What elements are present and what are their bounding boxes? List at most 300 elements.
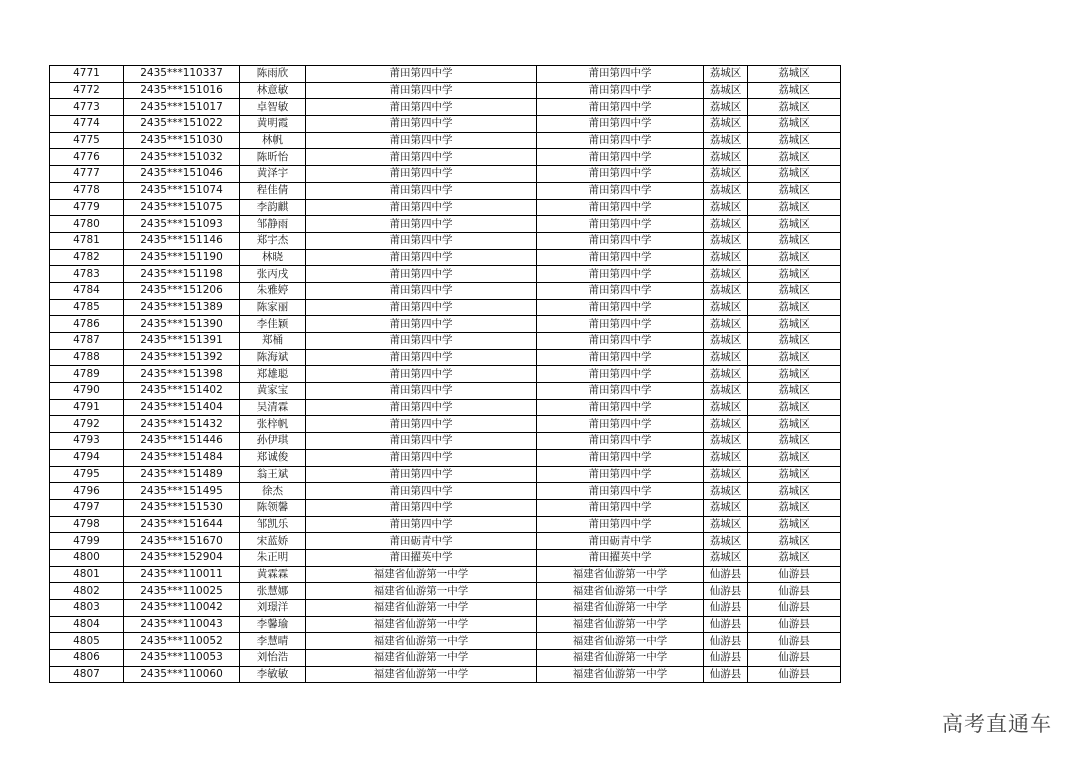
school-cell: 莆田砺青中学 [306, 533, 537, 550]
registered-school-cell: 福建省仙游第一中学 [537, 566, 704, 583]
exam-id-cell: 2435***151495 [124, 483, 240, 500]
registered-school-cell: 莆田砺青中学 [537, 533, 704, 550]
serial-number-cell: 4805 [50, 633, 124, 650]
registered-school-cell: 莆田第四中学 [537, 483, 704, 500]
exam-id-cell: 2435***110025 [124, 583, 240, 600]
student-name-cell: 朱正明 [240, 549, 306, 566]
district-cell: 荔城区 [704, 282, 748, 299]
student-name-cell: 吴清霖 [240, 399, 306, 416]
exam-id-cell: 2435***152904 [124, 549, 240, 566]
school-cell: 莆田第四中学 [306, 216, 537, 233]
district-cell: 荔城区 [704, 66, 748, 83]
district-cell: 荔城区 [704, 182, 748, 199]
registered-school-cell: 莆田第四中学 [537, 366, 704, 383]
registered-school-cell: 莆田第四中学 [537, 82, 704, 99]
school-cell: 莆田第四中学 [306, 99, 537, 116]
table-row [50, 333, 841, 350]
district-cell: 仙游县 [704, 650, 748, 667]
exam-id-cell: 2435***110042 [124, 600, 240, 617]
serial-number-cell: 4788 [50, 349, 124, 366]
student-name-cell: 郑诚俊 [240, 449, 306, 466]
region-cell: 荔城区 [748, 266, 841, 283]
registered-school-cell: 莆田第四中学 [537, 449, 704, 466]
exam-id-cell: 2435***151190 [124, 249, 240, 266]
school-cell: 莆田第四中学 [306, 516, 537, 533]
region-cell: 仙游县 [748, 650, 841, 667]
table-row [50, 566, 841, 583]
table-row [50, 149, 841, 166]
student-name-cell: 邹静雨 [240, 216, 306, 233]
student-name-cell: 张慧娜 [240, 583, 306, 600]
exam-id-cell: 2435***151146 [124, 232, 240, 249]
school-cell: 福建省仙游第一中学 [306, 583, 537, 600]
exam-id-cell: 2435***151206 [124, 282, 240, 299]
region-cell: 荔城区 [748, 316, 841, 333]
school-cell: 福建省仙游第一中学 [306, 600, 537, 617]
registered-school-cell: 莆田第四中学 [537, 199, 704, 216]
student-name-cell: 黄家宝 [240, 383, 306, 400]
exam-id-cell: 2435***151392 [124, 349, 240, 366]
exam-id-cell: 2435***151093 [124, 216, 240, 233]
table-row [50, 232, 841, 249]
document-sheet [49, 65, 841, 683]
school-cell: 莆田第四中学 [306, 299, 537, 316]
school-cell: 莆田第四中学 [306, 249, 537, 266]
serial-number-cell: 4787 [50, 333, 124, 350]
serial-number-cell: 4776 [50, 149, 124, 166]
serial-number-cell: 4773 [50, 99, 124, 116]
student-name-cell: 翁王斌 [240, 466, 306, 483]
registered-school-cell: 福建省仙游第一中学 [537, 583, 704, 600]
registered-school-cell: 莆田第四中学 [537, 266, 704, 283]
region-cell: 荔城区 [748, 433, 841, 450]
region-cell: 荔城区 [748, 483, 841, 500]
district-cell: 荔城区 [704, 232, 748, 249]
serial-number-cell: 4778 [50, 182, 124, 199]
table-row [50, 249, 841, 266]
region-cell: 仙游县 [748, 566, 841, 583]
region-cell: 荔城区 [748, 516, 841, 533]
registered-school-cell: 莆田第四中学 [537, 516, 704, 533]
district-cell: 荔城区 [704, 216, 748, 233]
table-row [50, 216, 841, 233]
exam-id-cell: 2435***151198 [124, 266, 240, 283]
serial-number-cell: 4803 [50, 600, 124, 617]
table-row [50, 399, 841, 416]
school-cell: 福建省仙游第一中学 [306, 633, 537, 650]
exam-id-cell: 2435***151402 [124, 383, 240, 400]
region-cell: 荔城区 [748, 349, 841, 366]
exam-id-cell: 2435***151489 [124, 466, 240, 483]
region-cell: 荔城区 [748, 166, 841, 183]
region-cell: 荔城区 [748, 299, 841, 316]
serial-number-cell: 4801 [50, 566, 124, 583]
registered-school-cell: 莆田第四中学 [537, 166, 704, 183]
exam-id-cell: 2435***151389 [124, 299, 240, 316]
school-cell: 莆田第四中学 [306, 349, 537, 366]
serial-number-cell: 4802 [50, 583, 124, 600]
school-cell: 莆田第四中学 [306, 132, 537, 149]
region-cell: 荔城区 [748, 66, 841, 83]
region-cell: 仙游县 [748, 600, 841, 617]
exam-id-cell: 2435***151022 [124, 116, 240, 133]
student-name-cell: 刘怡浩 [240, 650, 306, 667]
student-name-cell: 陈领馨 [240, 499, 306, 516]
student-name-cell: 林意敏 [240, 82, 306, 99]
school-cell: 福建省仙游第一中学 [306, 666, 537, 683]
school-cell: 莆田第四中学 [306, 483, 537, 500]
district-cell: 荔城区 [704, 99, 748, 116]
district-cell: 荔城区 [704, 499, 748, 516]
region-cell: 荔城区 [748, 199, 841, 216]
student-name-cell: 邹凯乐 [240, 516, 306, 533]
region-cell: 仙游县 [748, 633, 841, 650]
school-cell: 莆田第四中学 [306, 199, 537, 216]
registered-school-cell: 莆田第四中学 [537, 116, 704, 133]
exam-id-cell: 2435***151644 [124, 516, 240, 533]
table-row [50, 666, 841, 683]
district-cell: 荔城区 [704, 383, 748, 400]
registered-school-cell: 莆田第四中学 [537, 182, 704, 199]
serial-number-cell: 4793 [50, 433, 124, 450]
registered-school-cell: 莆田擢英中学 [537, 549, 704, 566]
student-name-cell: 李佳颖 [240, 316, 306, 333]
region-cell: 荔城区 [748, 99, 841, 116]
exam-id-cell: 2435***151030 [124, 132, 240, 149]
district-cell: 荔城区 [704, 533, 748, 550]
student-name-cell: 李韵麒 [240, 199, 306, 216]
exam-id-cell: 2435***151046 [124, 166, 240, 183]
exam-id-cell: 2435***110052 [124, 633, 240, 650]
table-row [50, 466, 841, 483]
student-name-cell: 张梓帆 [240, 416, 306, 433]
serial-number-cell: 4784 [50, 282, 124, 299]
district-cell: 荔城区 [704, 433, 748, 450]
serial-number-cell: 4772 [50, 82, 124, 99]
registered-school-cell: 莆田第四中学 [537, 249, 704, 266]
school-cell: 莆田第四中学 [306, 399, 537, 416]
serial-number-cell: 4789 [50, 366, 124, 383]
region-cell: 荔城区 [748, 499, 841, 516]
serial-number-cell: 4794 [50, 449, 124, 466]
table-row [50, 299, 841, 316]
school-cell: 福建省仙游第一中学 [306, 566, 537, 583]
table-row [50, 282, 841, 299]
district-cell: 荔城区 [704, 116, 748, 133]
exam-id-cell: 2435***151017 [124, 99, 240, 116]
table-row [50, 349, 841, 366]
table-row [50, 82, 841, 99]
district-cell: 仙游县 [704, 600, 748, 617]
student-name-cell: 刘璟洋 [240, 600, 306, 617]
registered-school-cell: 福建省仙游第一中学 [537, 633, 704, 650]
region-cell: 荔城区 [748, 232, 841, 249]
region-cell: 荔城区 [748, 533, 841, 550]
school-cell: 莆田第四中学 [306, 383, 537, 400]
school-cell: 莆田第四中学 [306, 449, 537, 466]
table-row [50, 583, 841, 600]
district-cell: 荔城区 [704, 149, 748, 166]
district-cell: 荔城区 [704, 316, 748, 333]
region-cell: 仙游县 [748, 616, 841, 633]
registered-school-cell: 莆田第四中学 [537, 282, 704, 299]
exam-id-cell: 2435***110011 [124, 566, 240, 583]
table-row [50, 416, 841, 433]
region-cell: 荔城区 [748, 249, 841, 266]
district-cell: 荔城区 [704, 299, 748, 316]
student-name-cell: 郑桶 [240, 333, 306, 350]
district-cell: 荔城区 [704, 366, 748, 383]
school-cell: 莆田擢英中学 [306, 549, 537, 566]
registered-school-cell: 莆田第四中学 [537, 216, 704, 233]
table-row [50, 99, 841, 116]
student-name-cell: 郑宇杰 [240, 232, 306, 249]
student-name-cell: 林帆 [240, 132, 306, 149]
school-cell: 莆田第四中学 [306, 166, 537, 183]
serial-number-cell: 4791 [50, 399, 124, 416]
registered-school-cell: 莆田第四中学 [537, 149, 704, 166]
district-cell: 荔城区 [704, 249, 748, 266]
registered-school-cell: 莆田第四中学 [537, 333, 704, 350]
table-row [50, 316, 841, 333]
serial-number-cell: 4782 [50, 249, 124, 266]
student-name-cell: 黄泽宇 [240, 166, 306, 183]
student-name-cell: 李馨瑜 [240, 616, 306, 633]
serial-number-cell: 4799 [50, 533, 124, 550]
serial-number-cell: 4790 [50, 383, 124, 400]
registered-school-cell: 莆田第四中学 [537, 433, 704, 450]
exam-id-cell: 2435***151484 [124, 449, 240, 466]
table-row [50, 549, 841, 566]
table-row [50, 650, 841, 667]
table-row [50, 132, 841, 149]
region-cell: 荔城区 [748, 282, 841, 299]
school-cell: 莆田第四中学 [306, 433, 537, 450]
region-cell: 荔城区 [748, 466, 841, 483]
table-row [50, 116, 841, 133]
registered-school-cell: 莆田第四中学 [537, 466, 704, 483]
school-cell: 福建省仙游第一中学 [306, 650, 537, 667]
registered-school-cell: 莆田第四中学 [537, 499, 704, 516]
district-cell: 荔城区 [704, 166, 748, 183]
serial-number-cell: 4800 [50, 549, 124, 566]
serial-number-cell: 4804 [50, 616, 124, 633]
registered-school-cell: 莆田第四中学 [537, 316, 704, 333]
exam-id-cell: 2435***110043 [124, 616, 240, 633]
exam-id-cell: 2435***151404 [124, 399, 240, 416]
exam-id-cell: 2435***110053 [124, 650, 240, 667]
exam-id-cell: 2435***151016 [124, 82, 240, 99]
student-name-cell: 卓智敏 [240, 99, 306, 116]
district-cell: 荔城区 [704, 483, 748, 500]
school-cell: 莆田第四中学 [306, 316, 537, 333]
table-row [50, 366, 841, 383]
region-cell: 荔城区 [748, 383, 841, 400]
region-cell: 荔城区 [748, 182, 841, 199]
serial-number-cell: 4786 [50, 316, 124, 333]
registered-school-cell: 福建省仙游第一中学 [537, 650, 704, 667]
school-cell: 莆田第四中学 [306, 333, 537, 350]
region-cell: 仙游县 [748, 583, 841, 600]
student-name-cell: 李敏敏 [240, 666, 306, 683]
student-name-cell: 黄明霞 [240, 116, 306, 133]
registered-school-cell: 莆田第四中学 [537, 66, 704, 83]
exam-id-cell: 2435***151530 [124, 499, 240, 516]
student-name-cell: 黄霖霖 [240, 566, 306, 583]
region-cell: 仙游县 [748, 666, 841, 683]
serial-number-cell: 4792 [50, 416, 124, 433]
serial-number-cell: 4781 [50, 232, 124, 249]
student-name-cell: 孙伊琪 [240, 433, 306, 450]
school-cell: 莆田第四中学 [306, 66, 537, 83]
district-cell: 荔城区 [704, 266, 748, 283]
school-cell: 莆田第四中学 [306, 82, 537, 99]
registered-school-cell: 莆田第四中学 [537, 416, 704, 433]
table-row [50, 533, 841, 550]
watermark-text: 高考直通车 [942, 712, 1052, 736]
student-name-cell: 徐杰 [240, 483, 306, 500]
school-cell: 莆田第四中学 [306, 416, 537, 433]
school-cell: 莆田第四中学 [306, 182, 537, 199]
student-name-cell: 张丙戌 [240, 266, 306, 283]
region-cell: 荔城区 [748, 116, 841, 133]
school-cell: 莆田第四中学 [306, 499, 537, 516]
region-cell: 荔城区 [748, 549, 841, 566]
exam-id-cell: 2435***151670 [124, 533, 240, 550]
student-name-cell: 陈海斌 [240, 349, 306, 366]
student-name-cell: 林晓 [240, 249, 306, 266]
table-row [50, 633, 841, 650]
table-row [50, 616, 841, 633]
table-row [50, 433, 841, 450]
student-name-cell: 陈雨欣 [240, 66, 306, 83]
registered-school-cell: 莆田第四中学 [537, 232, 704, 249]
region-cell: 荔城区 [748, 132, 841, 149]
registered-school-cell: 莆田第四中学 [537, 383, 704, 400]
school-cell: 莆田第四中学 [306, 116, 537, 133]
district-cell: 荔城区 [704, 549, 748, 566]
school-cell: 福建省仙游第一中学 [306, 616, 537, 633]
student-list-table [49, 65, 841, 683]
exam-id-cell: 2435***110337 [124, 66, 240, 83]
serial-number-cell: 4779 [50, 199, 124, 216]
table-row [50, 483, 841, 500]
serial-number-cell: 4795 [50, 466, 124, 483]
exam-id-cell: 2435***151391 [124, 333, 240, 350]
school-cell: 莆田第四中学 [306, 232, 537, 249]
region-cell: 荔城区 [748, 416, 841, 433]
serial-number-cell: 4774 [50, 116, 124, 133]
district-cell: 仙游县 [704, 616, 748, 633]
serial-number-cell: 4777 [50, 166, 124, 183]
region-cell: 荔城区 [748, 399, 841, 416]
district-cell: 荔城区 [704, 466, 748, 483]
region-cell: 荔城区 [748, 216, 841, 233]
serial-number-cell: 4798 [50, 516, 124, 533]
registered-school-cell: 莆田第四中学 [537, 299, 704, 316]
school-cell: 莆田第四中学 [306, 149, 537, 166]
district-cell: 荔城区 [704, 516, 748, 533]
school-cell: 莆田第四中学 [306, 366, 537, 383]
table-row [50, 266, 841, 283]
region-cell: 荔城区 [748, 149, 841, 166]
district-cell: 荔城区 [704, 449, 748, 466]
serial-number-cell: 4785 [50, 299, 124, 316]
serial-number-cell: 4797 [50, 499, 124, 516]
exam-id-cell: 2435***151390 [124, 316, 240, 333]
serial-number-cell: 4771 [50, 66, 124, 83]
student-name-cell: 程佳倩 [240, 182, 306, 199]
exam-id-cell: 2435***151075 [124, 199, 240, 216]
region-cell: 荔城区 [748, 82, 841, 99]
registered-school-cell: 莆田第四中学 [537, 399, 704, 416]
serial-number-cell: 4796 [50, 483, 124, 500]
registered-school-cell: 莆田第四中学 [537, 99, 704, 116]
region-cell: 荔城区 [748, 366, 841, 383]
exam-id-cell: 2435***151074 [124, 182, 240, 199]
serial-number-cell: 4783 [50, 266, 124, 283]
district-cell: 荔城区 [704, 399, 748, 416]
school-cell: 莆田第四中学 [306, 466, 537, 483]
registered-school-cell: 福建省仙游第一中学 [537, 600, 704, 617]
district-cell: 仙游县 [704, 583, 748, 600]
table-row [50, 199, 841, 216]
exam-id-cell: 2435***151432 [124, 416, 240, 433]
student-name-cell: 宋蓝娇 [240, 533, 306, 550]
school-cell: 莆田第四中学 [306, 266, 537, 283]
exam-id-cell: 2435***151032 [124, 149, 240, 166]
exam-id-cell: 2435***110060 [124, 666, 240, 683]
district-cell: 荔城区 [704, 416, 748, 433]
student-name-cell: 陈家丽 [240, 299, 306, 316]
student-name-cell: 郑雄聪 [240, 366, 306, 383]
table-body [50, 66, 841, 683]
region-cell: 荔城区 [748, 449, 841, 466]
district-cell: 荔城区 [704, 333, 748, 350]
exam-id-cell: 2435***151398 [124, 366, 240, 383]
registered-school-cell: 福建省仙游第一中学 [537, 666, 704, 683]
region-cell: 荔城区 [748, 333, 841, 350]
student-name-cell: 李慧晴 [240, 633, 306, 650]
table-row [50, 600, 841, 617]
student-name-cell: 陈昕怡 [240, 149, 306, 166]
registered-school-cell: 莆田第四中学 [537, 349, 704, 366]
serial-number-cell: 4807 [50, 666, 124, 683]
serial-number-cell: 4780 [50, 216, 124, 233]
district-cell: 仙游县 [704, 666, 748, 683]
table-row [50, 449, 841, 466]
table-row [50, 383, 841, 400]
serial-number-cell: 4806 [50, 650, 124, 667]
table-row [50, 166, 841, 183]
district-cell: 荔城区 [704, 82, 748, 99]
exam-id-cell: 2435***151446 [124, 433, 240, 450]
district-cell: 仙游县 [704, 633, 748, 650]
district-cell: 荔城区 [704, 132, 748, 149]
registered-school-cell: 莆田第四中学 [537, 132, 704, 149]
student-name-cell: 朱雅婷 [240, 282, 306, 299]
table-row [50, 499, 841, 516]
table-row [50, 182, 841, 199]
registered-school-cell: 福建省仙游第一中学 [537, 616, 704, 633]
table-row [50, 66, 841, 83]
district-cell: 仙游县 [704, 566, 748, 583]
district-cell: 荔城区 [704, 349, 748, 366]
serial-number-cell: 4775 [50, 132, 124, 149]
district-cell: 荔城区 [704, 199, 748, 216]
table-row [50, 516, 841, 533]
school-cell: 莆田第四中学 [306, 282, 537, 299]
